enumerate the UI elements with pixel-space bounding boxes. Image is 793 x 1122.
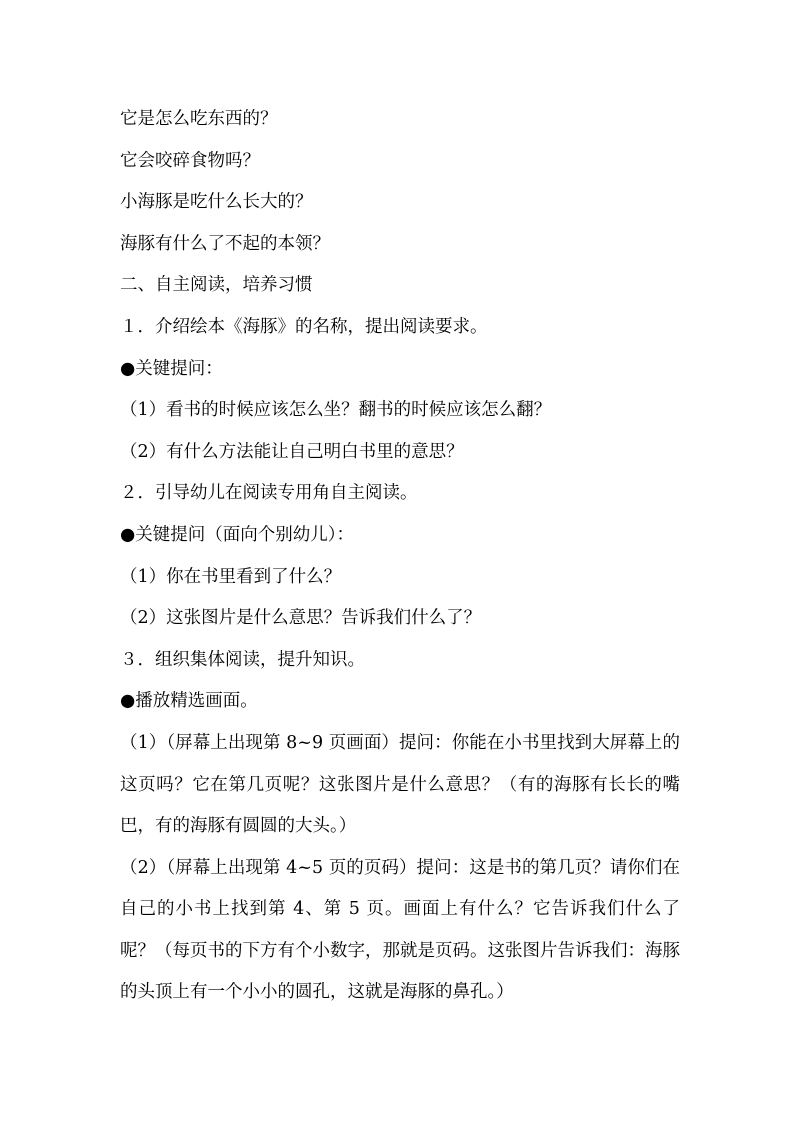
numbered-item: ２．引导幼儿在阅读专用角自主阅读。 (120, 483, 418, 504)
numbered-item: ３．组织集体阅读，提升知识。 (120, 649, 365, 670)
question-item: （1）看书的时候应该怎么坐？翻书的时候应该怎么翻？ (120, 400, 552, 421)
paragraph-screen-pages-4-5: （2）（屏幕上出现第 4~5 页的页码）提问：这是书的第几页？请你们在自己的小书上找到第 4、第 5 页。画面上有什么？它告诉我们什么了呢？（每页书的下方有个小数字，那就是页码。这张图片告诉我们：海豚的头顶上有一个小小的圆孔，这就是海豚的鼻孔。） (120, 857, 680, 1003)
numbered-item: １．介绍绘本《海豚》的名称，提出阅读要求。 (120, 316, 488, 337)
question-item: （2）这张图片是什么意思？告诉我们什么了？ (120, 608, 482, 629)
question-item: （1）你在书里看到了什么？ (120, 566, 342, 587)
text-line: 海豚有什么了不起的本领？ (120, 233, 330, 254)
bullet-heading: ●关键提问（面向个别幼儿）： (120, 524, 355, 545)
section-heading: 二、自主阅读，培养习惯 (120, 275, 313, 296)
text-line: 它是怎么吃东西的？ (120, 109, 278, 129)
paragraph-screen-pages-8-9: （1）（屏幕上出现第 8~9 页画面）提问：你能在小书里找到大屏幕上的这页吗？它在第几页呢？这张图片是什么意思？（有的海豚有长长的嘴巴，有的海豚有圆圆的大头。） (120, 732, 680, 837)
bullet-heading: ●播放精选画面。 (120, 691, 258, 712)
document-body (120, 99, 680, 1014)
text-line: 小海豚是吃什么长大的？ (120, 192, 313, 213)
question-item: （2）有什么方法能让自己明白书里的意思？ (120, 441, 464, 462)
text-line: 它会咬碎食物吗？ (120, 150, 260, 171)
bullet-heading: ●关键提问： (120, 358, 223, 379)
